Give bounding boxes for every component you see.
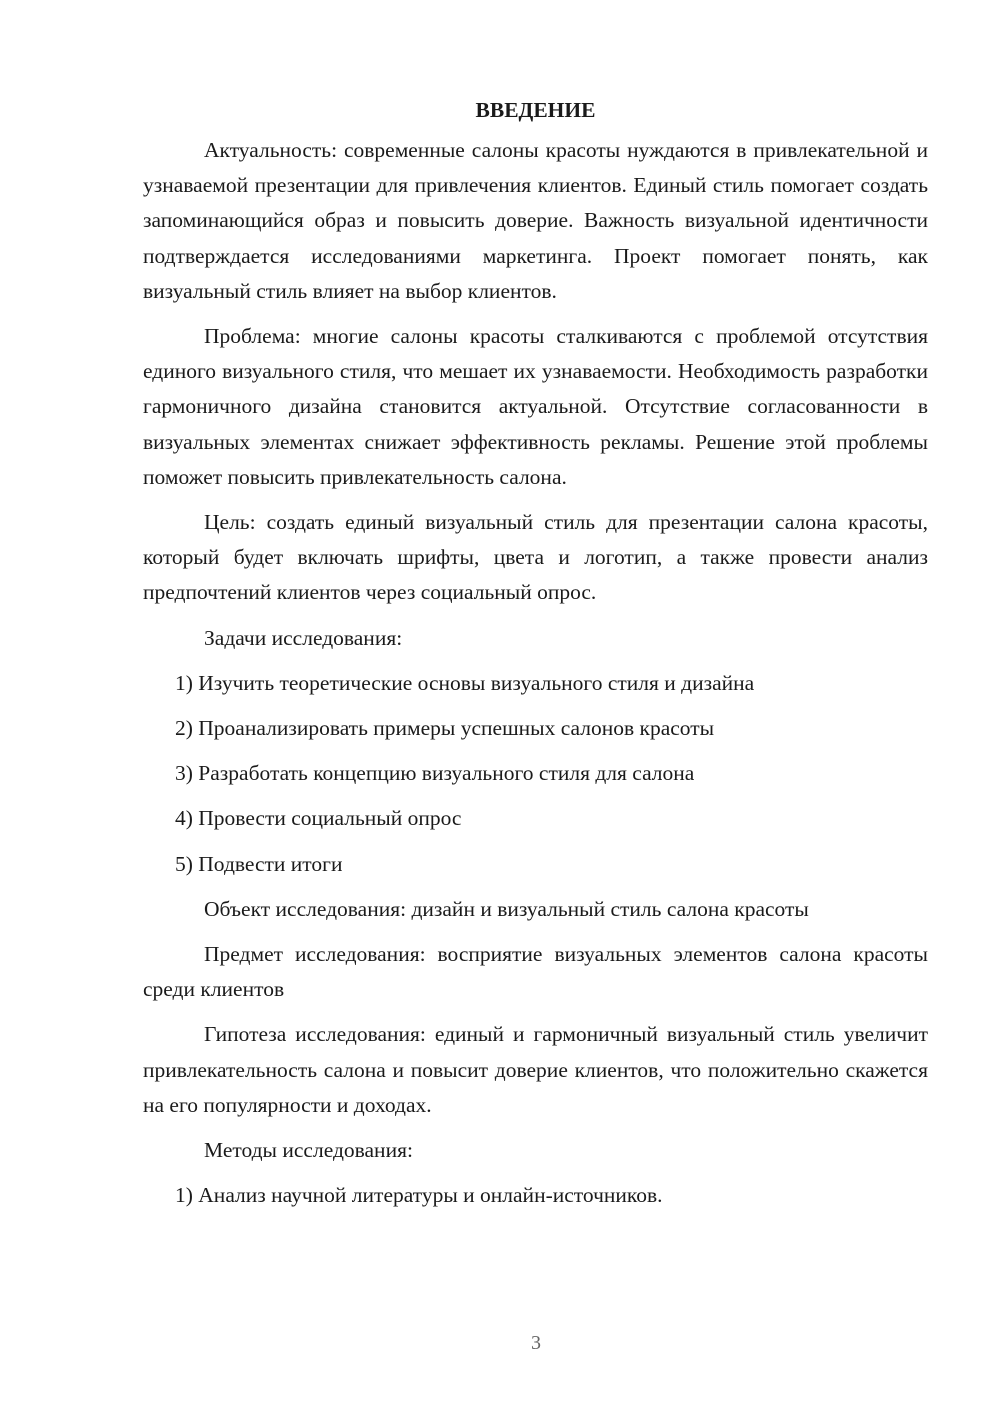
paragraph-goal: Цель: создать единый визуальный стиль для презентации салона красоты, который будет включать шрифты, цвета и логотип, а также провести анализ предпочтений клиентов через социальный опрос. <box>143 510 928 605</box>
paragraph-subject: Предмет исследования: восприятие визуальных элементов салона красоты среди клиентов <box>143 942 928 1002</box>
task-item-2: 2) Проанализировать примеры успешных салонов красоты <box>175 716 715 741</box>
page-number: 3 <box>531 1332 541 1354</box>
paragraph-relevance: Актуальность: современные салоны красоты нуждаются в привлекательной и узнаваемой презентации для привлечения клиентов. Единый стиль помогает создать запоминающийся образ и повысить доверие. Важность визуальной идентичности подтверждается исследованиями маркетинга. Проект помогает понять, как визуальный стиль влияет на выбор клиентов. <box>143 138 928 303</box>
task-item-5: 5) Подвести итоги <box>175 851 343 876</box>
method-item-1: 1) Анализ научной литературы и онлайн-источников. <box>175 1183 663 1208</box>
page-title: ВВЕДЕНИЕ <box>475 98 596 122</box>
task-item-1: 1) Изучить теоретические основы визуального стиля и дизайна <box>175 670 755 695</box>
task-item-4: 4) Провести социальный опрос <box>175 806 462 831</box>
paragraph-object: Объект исследования: дизайн и визуальный стиль салона красоты <box>204 896 809 921</box>
task-item-3: 3) Разработать концепцию визуального стиля для салона <box>175 761 695 786</box>
methods-heading: Методы исследования: <box>204 1138 413 1163</box>
paragraph-hypothesis: Гипотеза исследования: единый и гармоничный визуальный стиль увеличит привлекательность салона и повысит доверие клиентов, что положительно скажется на его популярности и доходах. <box>143 1022 928 1117</box>
page-content <box>143 93 928 1223</box>
tasks-heading: Задачи исследования: <box>204 625 403 650</box>
paragraph-problem: Проблема: многие салоны красоты сталкиваются с проблемой отсутствия единого визуального стиля, что мешает их узнаваемости. Необходимость разработки гармоничного дизайна становится актуальной. Отсутствие согласованности в визуальных элементах снижает эффективность рекламы. Решение этой проблемы поможет повысить привлекательность салона. <box>143 324 928 489</box>
